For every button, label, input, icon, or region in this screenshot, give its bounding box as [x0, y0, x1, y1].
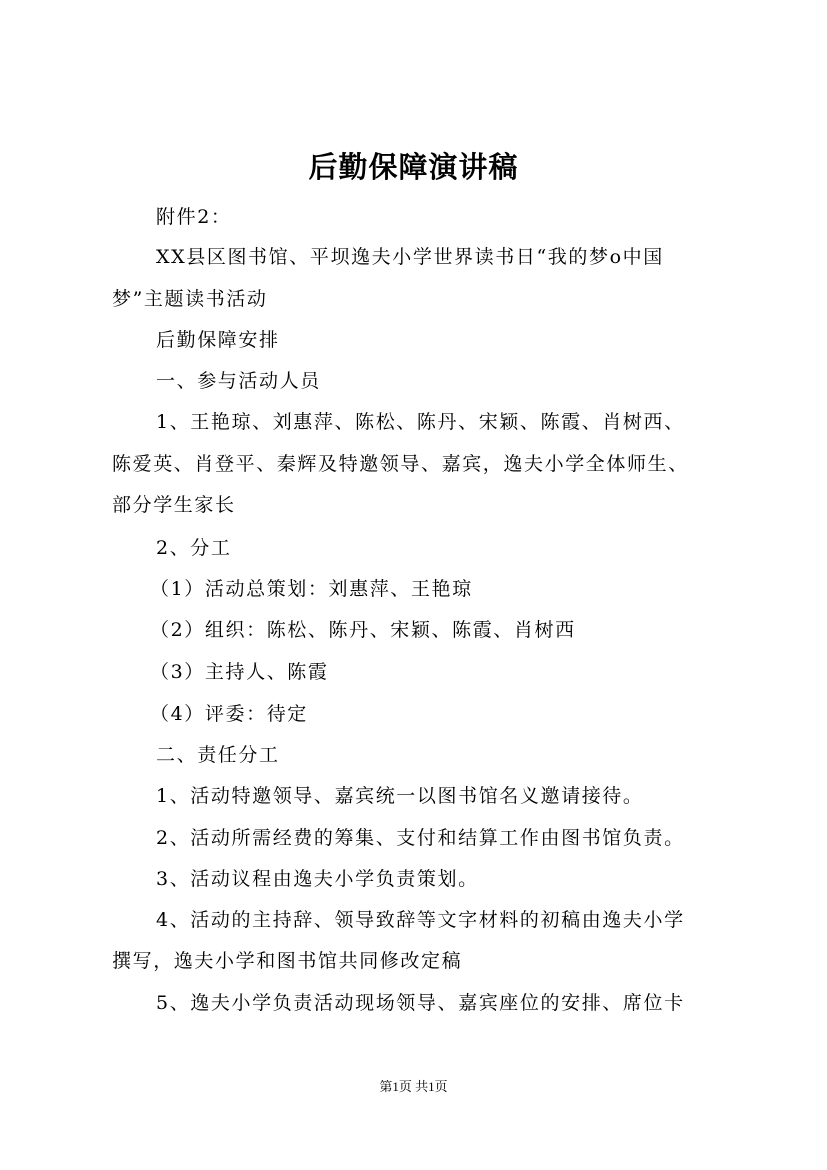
list-item: 3、活动议程由逸夫小学负责策划。: [156, 868, 479, 890]
paragraph-line: 撰写，逸夫小学和图书馆共同修改定稿: [112, 950, 463, 972]
attachment-label: 附件2：: [156, 206, 232, 228]
paragraph-line: 梦”主题读书活动: [112, 288, 268, 310]
list-item: 1、活动特邀领导、嘉宾统一以图书馆名义邀请接待。: [156, 785, 644, 807]
section-heading: 二、责任分工: [156, 744, 280, 766]
paragraph-line: 部分学生家长: [112, 494, 236, 516]
section-heading: 一、参与活动人员: [156, 370, 321, 392]
page-footer: 第1页 共1页: [379, 1079, 448, 1094]
paragraph-line: 陈爱英、肖登平、秦辉及特邀领导、嘉宾，逸夫小学全体师生、: [112, 453, 689, 475]
document-title: 后勤保障演讲稿: [308, 150, 519, 184]
list-item: 4、活动的主持辞、领导致辞等文字材料的初稿由逸夫小学: [156, 909, 685, 931]
list-item: （3）主持人、陈霞: [150, 661, 329, 683]
list-item: （1）活动总策划：刘惠萍、王艳琼: [150, 578, 473, 600]
paragraph-line: 1、王艳琼、刘惠萍、陈松、陈丹、宋颖、陈霞、肖树西、: [156, 411, 685, 433]
paragraph-line: XX县区图书馆、平坝逸夫小学世界读书日“我的梦o中国: [156, 246, 664, 268]
list-item: 5、逸夫小学负责活动现场领导、嘉宾座位的安排、席位卡: [156, 992, 685, 1014]
list-item: （4）评委：待定: [150, 703, 308, 725]
list-item: （2）组织：陈松、陈丹、宋颖、陈霞、肖树西: [150, 619, 576, 641]
section-heading: 后勤保障安排: [156, 329, 280, 351]
section-heading: 2、分工: [156, 537, 232, 559]
list-item: 2、活动所需经费的筹集、支付和结算工作由图书馆负责。: [156, 827, 685, 849]
